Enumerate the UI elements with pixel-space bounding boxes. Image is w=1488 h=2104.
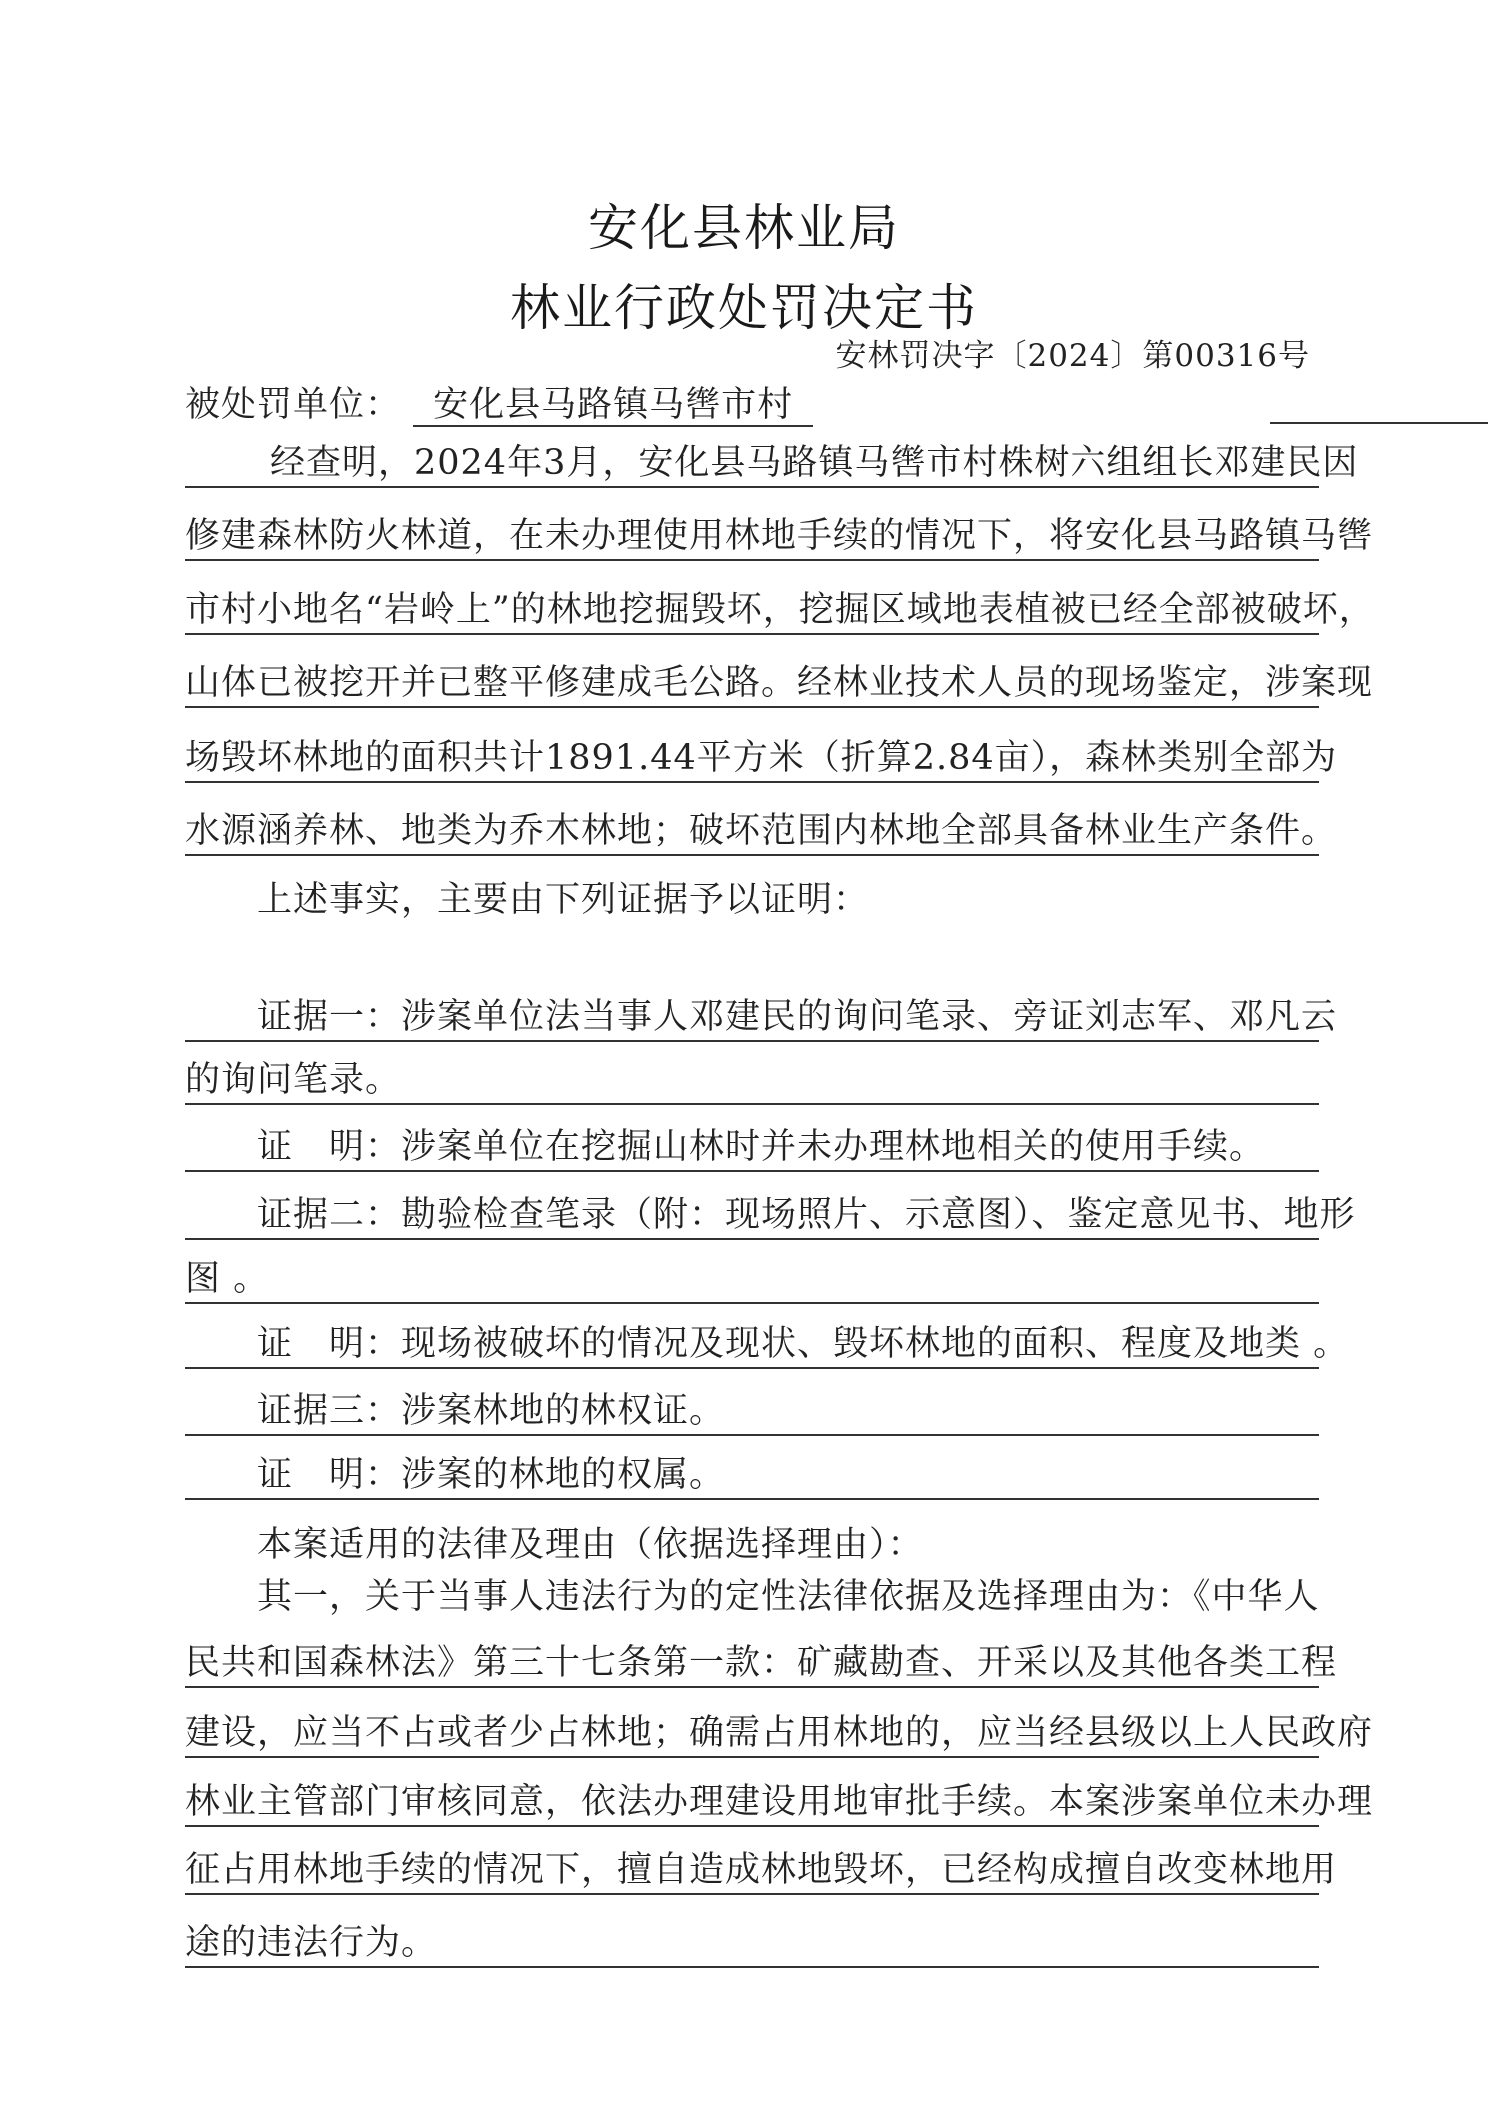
evidence-line: 证 明：现场被破坏的情况及现状、毁坏林地的面积、程度及地类 。 <box>185 1321 1319 1369</box>
evidence-line: 证据二：勘验检查笔录（附：现场照片、示意图）、鉴定意见书、地形 <box>185 1192 1319 1240</box>
evidence-line: 图 。 <box>185 1256 1319 1304</box>
evidence-line: 证据三：涉案林地的林权证。 <box>185 1388 1319 1436</box>
facts-line: 经查明，2024年3月，安化县马路镇马辔市村株树六组组长邓建民因 <box>185 440 1319 488</box>
law-line: 建设，应当不占或者少占林地；确需占用林地的，应当经县级以上人民政府 <box>185 1710 1319 1758</box>
law-line: 途的违法行为。 <box>185 1920 1319 1968</box>
evidence-line: 证 明：涉案单位在挖掘山林时并未办理林地相关的使用手续。 <box>185 1124 1319 1172</box>
facts-line: 山体已被挖开并已整平修建成毛公路。经林业技术人员的现场鉴定，涉案现 <box>185 660 1319 708</box>
penalized-party-value: 安化县马路镇马辔市村 <box>413 385 813 427</box>
law-line: 征占用林地手续的情况下，擅自造成林地毁坏，已经构成擅自改变林地用 <box>185 1847 1319 1895</box>
facts-line: 水源涵养林、地类为乔木林地；破坏范围内林地全部具备林业生产条件。 <box>185 808 1319 856</box>
facts-line: 场毁坏林地的面积共计1891.44平方米（折算2.84亩），森林类别全部为 <box>185 735 1319 783</box>
law-line: 其一，关于当事人违法行为的定性法律依据及选择理由为：《中华人 <box>257 1577 1320 1617</box>
underline <box>1270 422 1488 424</box>
penalized-party <box>185 382 1319 428</box>
document-title: 林业行政处罚决定书 <box>510 279 978 337</box>
law-line: 林业主管部门审核同意，依法办理建设用地审批手续。本案涉案单位未办理 <box>185 1779 1319 1827</box>
agency-title: 安化县林业局 <box>588 199 900 257</box>
evidence-line: 的询问笔录。 <box>185 1057 1319 1105</box>
facts-line: 修建森林防火林道，在未办理使用林地手续的情况下，将安化县马路镇马辔 <box>185 513 1319 561</box>
penalized-party-label: 被处罚单位： <box>185 385 402 425</box>
evidence-line: 证 明：涉案的林地的权属。 <box>185 1452 1319 1500</box>
evidence-line: 证据一：涉案单位法当事人邓建民的询问笔录、旁证刘志军、邓凡云 <box>185 994 1319 1042</box>
document-number: 安林罚决字〔2024〕第00316号 <box>835 338 1310 374</box>
facts-line: 市村小地名“岩岭上”的林地挖掘毁坏，挖掘区域地表植被已经全部被破坏， <box>185 587 1319 635</box>
law-intro: 本案适用的法律及理由（依据选择理由）： <box>257 1525 924 1565</box>
evidence-intro: 上述事实，主要由下列证据予以证明： <box>257 880 870 920</box>
law-line: 民共和国森林法》第三十七条第一款：矿藏勘查、开采以及其他各类工程 <box>185 1640 1319 1688</box>
